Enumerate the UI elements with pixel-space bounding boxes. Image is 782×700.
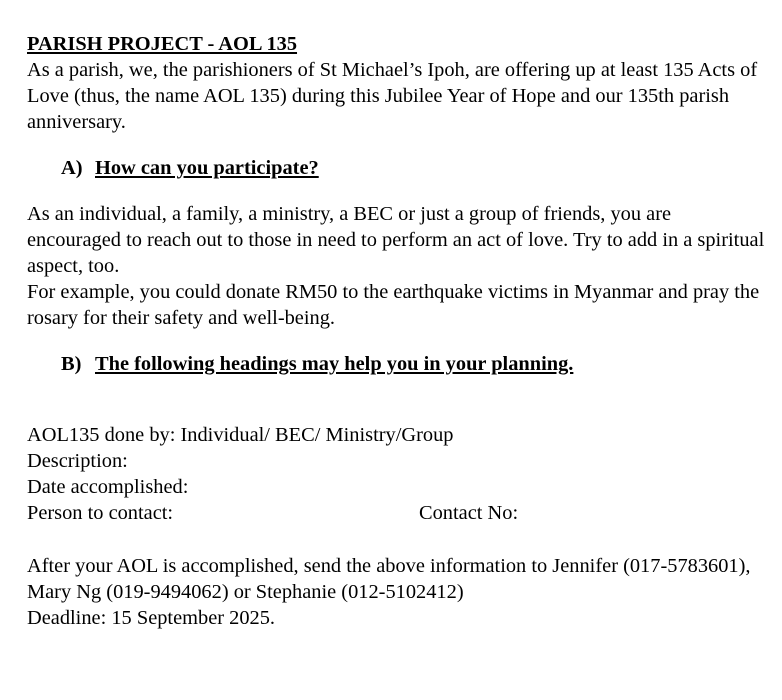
form-done-by: AOL135 done by: Individual/ BEC/ Ministry/Group — [27, 424, 454, 446]
intro-paragraph: As a parish, we, the parishioners of St Michael’s Ipoh, are offering up at least 135 Acts of Love (thus, the name AOL 135) during this Jubilee Year of Hope and our 135th parish anniversary. — [27, 59, 758, 133]
section-b-letter: B) — [61, 353, 82, 375]
section-a-letter: A) — [61, 157, 83, 179]
deadline-text: Deadline: 15 September 2025. — [27, 607, 276, 629]
section-a-heading — [27, 155, 767, 181]
form-contact-row — [27, 500, 767, 526]
form-person-to-contact: Person to contact: — [27, 502, 174, 524]
form-contact-no: Contact No: — [419, 502, 519, 524]
form-description: Description: — [27, 450, 128, 472]
example-paragraph: For example, you could donate RM50 to the earthquake victims in Myanmar and pray the rosary for their safety and well-being. — [27, 281, 760, 329]
section-b-heading — [27, 351, 767, 377]
document-body — [27, 31, 767, 631]
send-info-paragraph: After your AOL is accomplished, send the above information to Jennifer (017-5783601), Mary Ng (019-9494062) or Stephanie (012-5102412) — [27, 555, 751, 603]
section-a-title: How can you participate? — [95, 157, 319, 179]
section-b-title: The following headings may help you in your planning. — [95, 353, 574, 375]
document-title: PARISH PROJECT - AOL 135 — [27, 33, 298, 55]
participation-paragraph: As an individual, a family, a ministry, a BEC or just a group of friends, you are encouraged to reach out to those in need to perform an act of love. Try to add in a spiritual aspect, too. — [27, 203, 765, 277]
form-date-accomplished: Date accomplished: — [27, 476, 189, 498]
